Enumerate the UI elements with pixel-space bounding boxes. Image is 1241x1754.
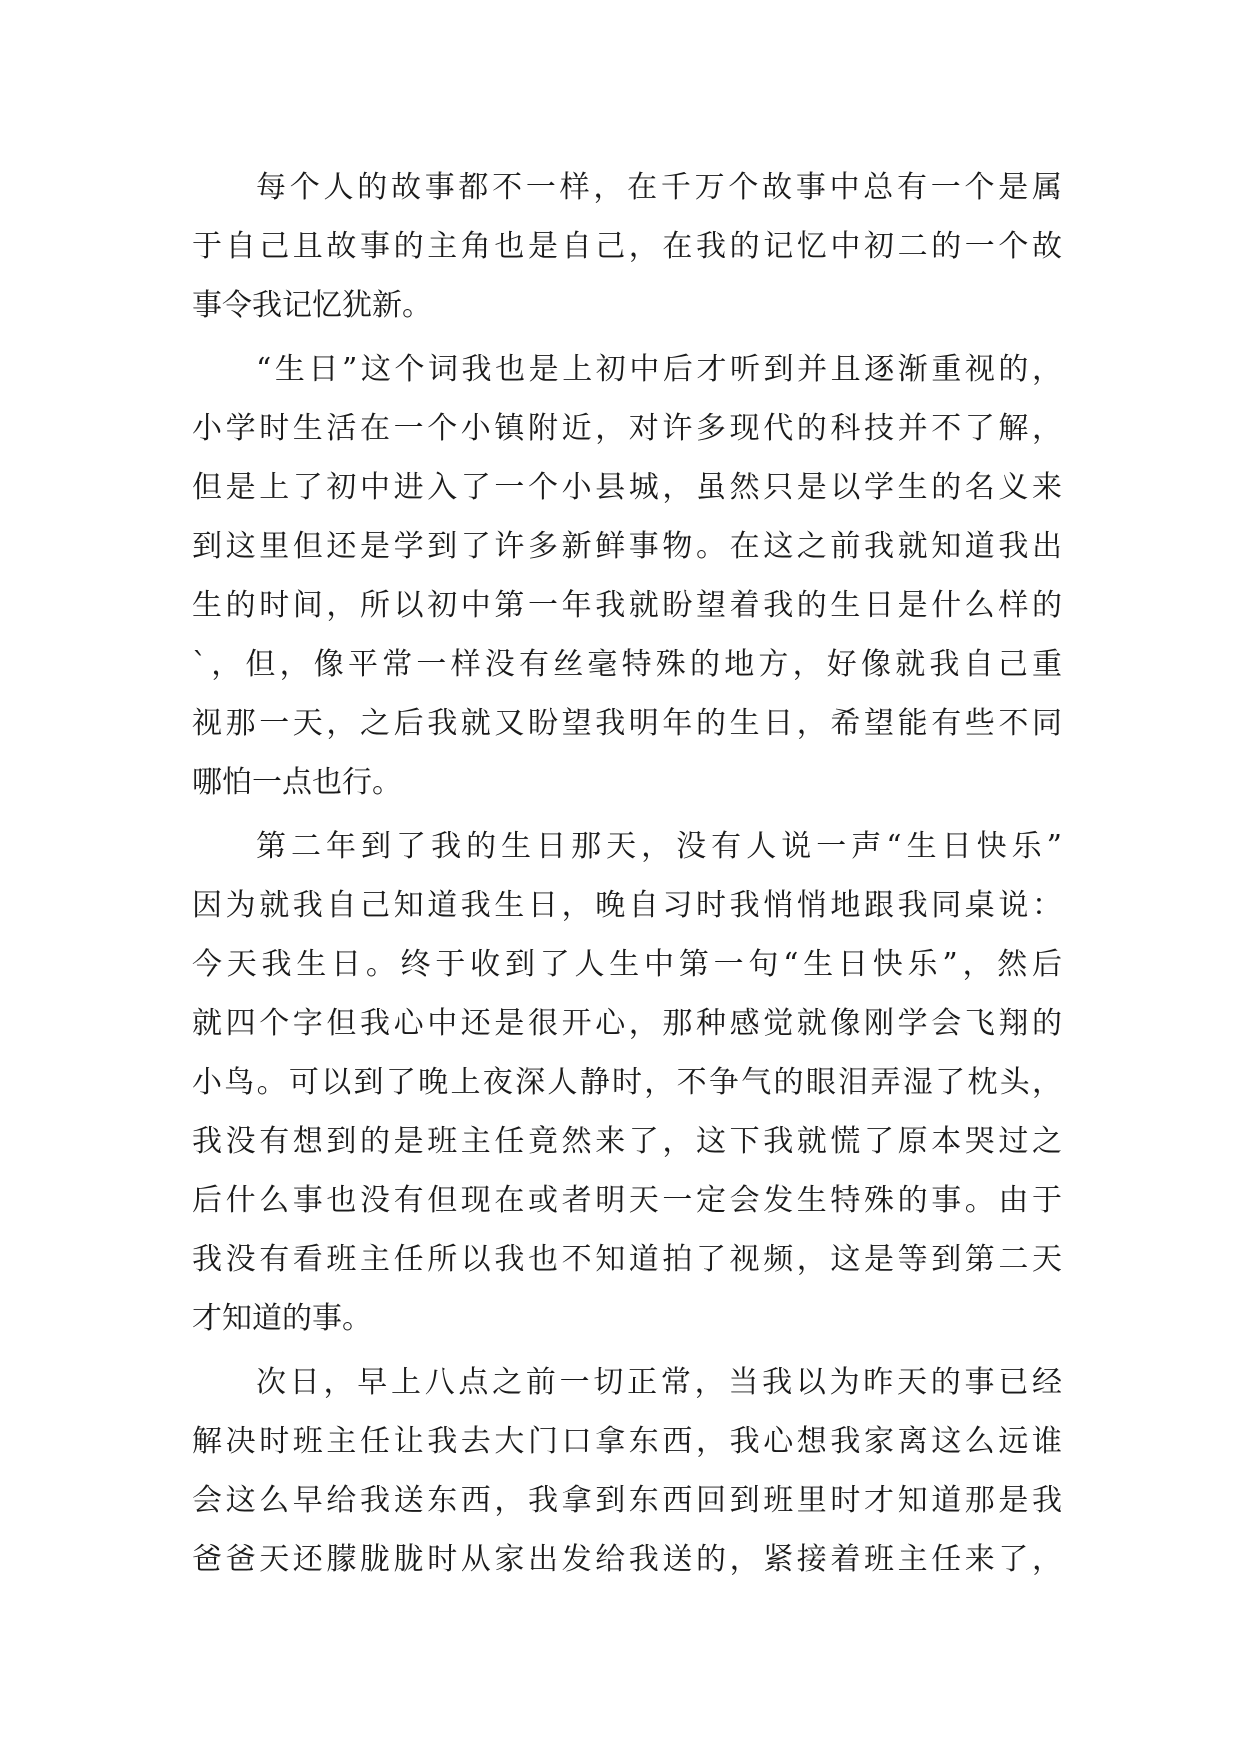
text-line: 视那一天，之后我就又盼望我明年的生日，希望能有些不同 [192, 706, 1062, 741]
text-line: 哪怕一点也行。 [192, 765, 402, 800]
text-line: 但是上了初中进入了一个小县城，虽然只是以学生的名义来 [192, 470, 1062, 505]
text-line: 爸爸天还朦胧胧时从家出发给我送的，紧接着班主任来了， [192, 1542, 1062, 1577]
text-line: 小鸟。可以到了晚上夜深人静时，不争气的眼泪弄湿了枕头， [192, 1065, 1062, 1100]
text-line: 于自己且故事的主角也是自己，在我的记忆中初二的一个故 [192, 229, 1062, 264]
text-line: 今天我生日。终于收到了人生中第一句“生日快乐”，然后 [192, 947, 1062, 982]
text-line: `，但，像平常一样没有丝毫特殊的地方，好像就我自己重 [192, 647, 1062, 682]
text-line: 我没有想到的是班主任竟然来了，这下我就慌了原本哭过之 [192, 1124, 1062, 1159]
text-line: 因为就我自己知道我生日，晚自习时我悄悄地跟我同桌说： [192, 888, 1062, 923]
essay-body [192, 158, 1062, 1589]
text-line: “生日”这个词我也是上初中后才听到并且逐渐重视的， [256, 352, 1062, 387]
text-line: 后什么事也没有但现在或者明天一定会发生特殊的事。由于 [192, 1183, 1062, 1218]
text-line: 就四个字但我心中还是很开心，那种感觉就像刚学会飞翔的 [192, 1006, 1062, 1041]
text-line: 每个人的故事都不一样，在千万个故事中总有一个是属 [256, 170, 1062, 205]
text-line: 会这么早给我送东西，我拿到东西回到班里时才知道那是我 [192, 1483, 1062, 1518]
text-line: 我没有看班主任所以我也不知道拍了视频，这是等到第二天 [192, 1242, 1062, 1277]
paragraph-3 [192, 817, 1062, 1348]
text-line: 到这里但还是学到了许多新鲜事物。在这之前我就知道我出 [192, 529, 1062, 564]
paragraph-4 [192, 1353, 1062, 1589]
paragraph-1 [192, 158, 1062, 335]
text-line: 事令我记忆犹新。 [192, 288, 432, 323]
text-line: 才知道的事。 [192, 1301, 372, 1336]
text-line: 生的时间，所以初中第一年我就盼望着我的生日是什么样的 [192, 588, 1062, 623]
text-line: 次日，早上八点之前一切正常，当我以为昨天的事已经 [256, 1365, 1062, 1400]
paragraph-2 [192, 340, 1062, 812]
text-line: 解决时班主任让我去大门口拿东西，我心想我家离这么远谁 [192, 1424, 1062, 1459]
text-line: 第二年到了我的生日那天，没有人说一声“生日快乐” [256, 829, 1062, 864]
text-line: 小学时生活在一个小镇附近，对许多现代的科技并不了解， [192, 411, 1062, 446]
